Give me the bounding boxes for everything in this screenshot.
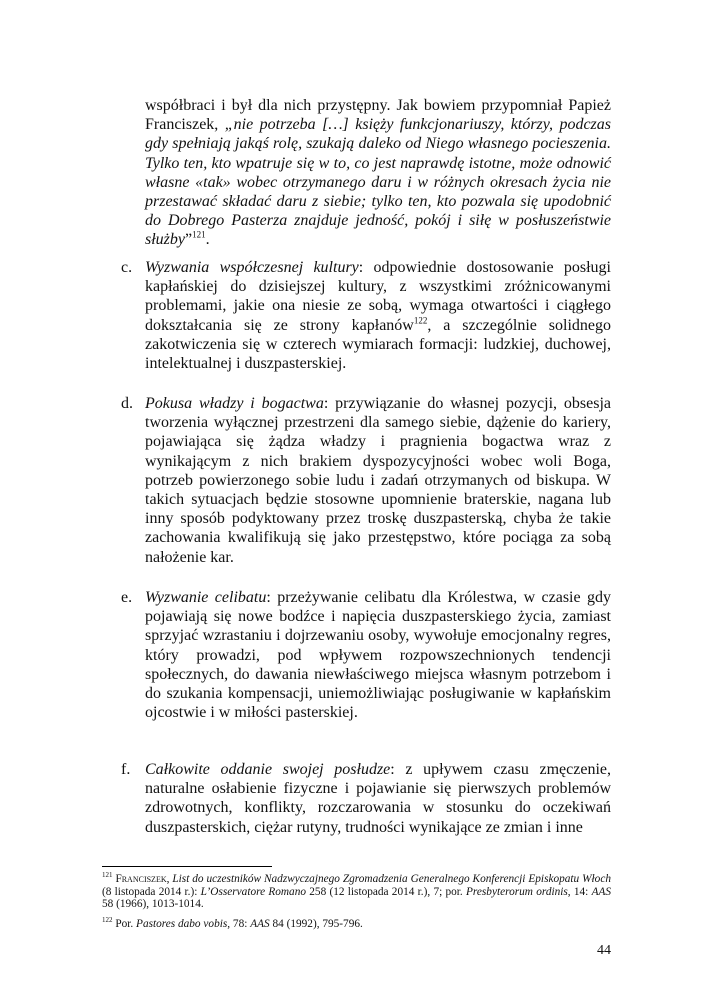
footnote-text: 58 (1966), 1013-1014. bbox=[102, 898, 204, 910]
list-marker: f. bbox=[121, 761, 131, 778]
footnote-document: Pastores dabo vobis, bbox=[136, 918, 231, 930]
list-item-text bbox=[145, 588, 611, 722]
footnote-author: Franciszek bbox=[115, 873, 167, 885]
list-item-text bbox=[145, 760, 611, 837]
list-item-f bbox=[121, 760, 612, 837]
footnote-number: 121 bbox=[102, 871, 113, 880]
list-item-e bbox=[121, 588, 611, 722]
period: . bbox=[205, 231, 210, 249]
footnote-text: , 14: bbox=[567, 885, 592, 898]
page-number: 44 bbox=[597, 943, 611, 958]
footnote-ref-122[interactable]: 122 bbox=[413, 315, 428, 326]
item-title: Wyzwania współczesnej kultury bbox=[145, 259, 359, 276]
item-title: Pokusa władzy i bogactwa bbox=[145, 395, 324, 412]
footnote-text: 84 (1992), 795-796. bbox=[269, 918, 363, 930]
list-item-text bbox=[145, 394, 611, 567]
footnote-text: 78: bbox=[230, 918, 251, 930]
item-title: Wyzwanie celibatu bbox=[145, 589, 267, 606]
item-body: : przywiązanie do własnej pozycji, obsesja tworzenia wyłącznej przestrzeni dla samego siebie, dążenie do kariery, pojawiająca się żądza władzy i pragnienia bogactwa wraz z wynikającym z nich brakiem dyspozycyjności wobec woli Boga, potrzeb powierzonego sobie ludu i zadań otrzymanych od biskupa. W takich sytuacjach będzie stosowne upomnienie braterskie, nagana lub inny sposób podyktowany przez troskę duszpasterską, chyba że takie zachowania kwalifikują się jako przestępstwo, które pociąga za sobą nałożenie kar. bbox=[145, 395, 612, 566]
item-body: : odpowiednie dostosowanie posługi kapłańskiej do dzisiejszej kultury, z wszystkimi zróżnicowanymi problemami, jakie ona niesie ze sobą, wymaga otwartości i ciągłego dokształcania się ze strony kapłanów bbox=[145, 259, 612, 334]
item-body: : z upływem czasu zmęczenie, naturalne osłabienie fizyczne i pojawianie się pierwszych problemów zdrowotnych, konflikty, rozczarowania w stosunku do oczekiwań duszpasterskich, ciężar rutyny, trudności wynikające ze zmian i inne bbox=[145, 761, 612, 836]
paragraph-text: współbraci i był dla nich przystępny. Jak bowiem przypomniał Papież Franciszek, bbox=[145, 97, 611, 134]
footnote-text: (8 listopada 2014 r.): bbox=[102, 885, 201, 898]
item-body: , a szczególnie solidnego zakotwiczenia się w czterech wymiarach formacji: ludzkiej, duchowej, intelektualnej i duszpasterskiej. bbox=[145, 316, 612, 373]
list-item-c bbox=[121, 258, 612, 373]
footnote-aas: AAS bbox=[591, 885, 612, 898]
footnote-text: 258 (12 listopada 2014 r.), 7; por. bbox=[306, 885, 467, 898]
footnote-title: List do uczestników Nadzwyczajnego Zgromadzenia Generalnego Konferencji Episkopatu Włoch bbox=[172, 873, 611, 885]
footnote-document: Presbyterorum ordinis bbox=[466, 885, 568, 898]
footnote-ref-121[interactable]: 121 bbox=[192, 230, 206, 241]
list-marker: c. bbox=[121, 259, 133, 276]
footnote-separator bbox=[102, 866, 272, 867]
continuation-paragraph bbox=[145, 96, 611, 250]
item-title: Całkowite oddanie swojej posłudze bbox=[145, 761, 391, 778]
footnote-number: 122 bbox=[102, 916, 113, 925]
footnote-journal: L’Osservatore Romano bbox=[200, 885, 307, 898]
footnote-aas: AAS bbox=[250, 918, 270, 930]
quotation: „nie potrzeba […] księży funkcjonariuszy, którzy, podczas gdy spełniają jakąś rolę, szukają daleko od Niego własnego pocieszenia. Tylko ten, kto wpatruje się w to, co jest naprawdę istotne, może odnowić własne «tak» wobec otrzymanego daru i w różnych okresach życia nie przestawać składać daru z siebie; tylko ten, kto pozwala się upodobnić do Dobrego Pasterza znajduje jedność, pokój i siłę w posłuszeństwie służby bbox=[145, 116, 611, 249]
list-marker: e. bbox=[121, 589, 133, 606]
list-marker: d. bbox=[121, 395, 133, 412]
item-body: : przeżywanie celibatu dla Królestwa, w czasie gdy pojawiają się nowe bodźce i napięcia duszpasterskiego życia, zamiast sprzyjać wzrastaniu i dojrzewaniu osoby, wywołuje emocjonalny regres, który prowadzi, pod wpływem rozpowszechnionych tendencji społecznych, do dawania niewłaściwego miejsca własnym potrzebom i do szukania kompensacji, uniemożliwiając posługiwanie w kapłańskim ojcostwie i w miłości pasterskiej. bbox=[145, 589, 611, 722]
footnote-122 bbox=[102, 918, 611, 931]
footnote-121: $^{121}$ Franciszek, List do uczestników Nadzwyczajnego Zgromadzenia Generalnego Konferencji Episkopatu Włoch (8 listopada 2014 r.): L’Osservatore Romano 258 (12 listopada 2014 r.), 7; por. Presbyterorum ordinis, 14: AAS 58 (1966), 1013-1014. bbox=[102, 871, 612, 910]
footnote-text: Por. bbox=[112, 918, 137, 930]
list-item-d bbox=[121, 394, 612, 567]
list-item-text bbox=[145, 258, 611, 373]
closing-quote: ” bbox=[185, 231, 193, 249]
